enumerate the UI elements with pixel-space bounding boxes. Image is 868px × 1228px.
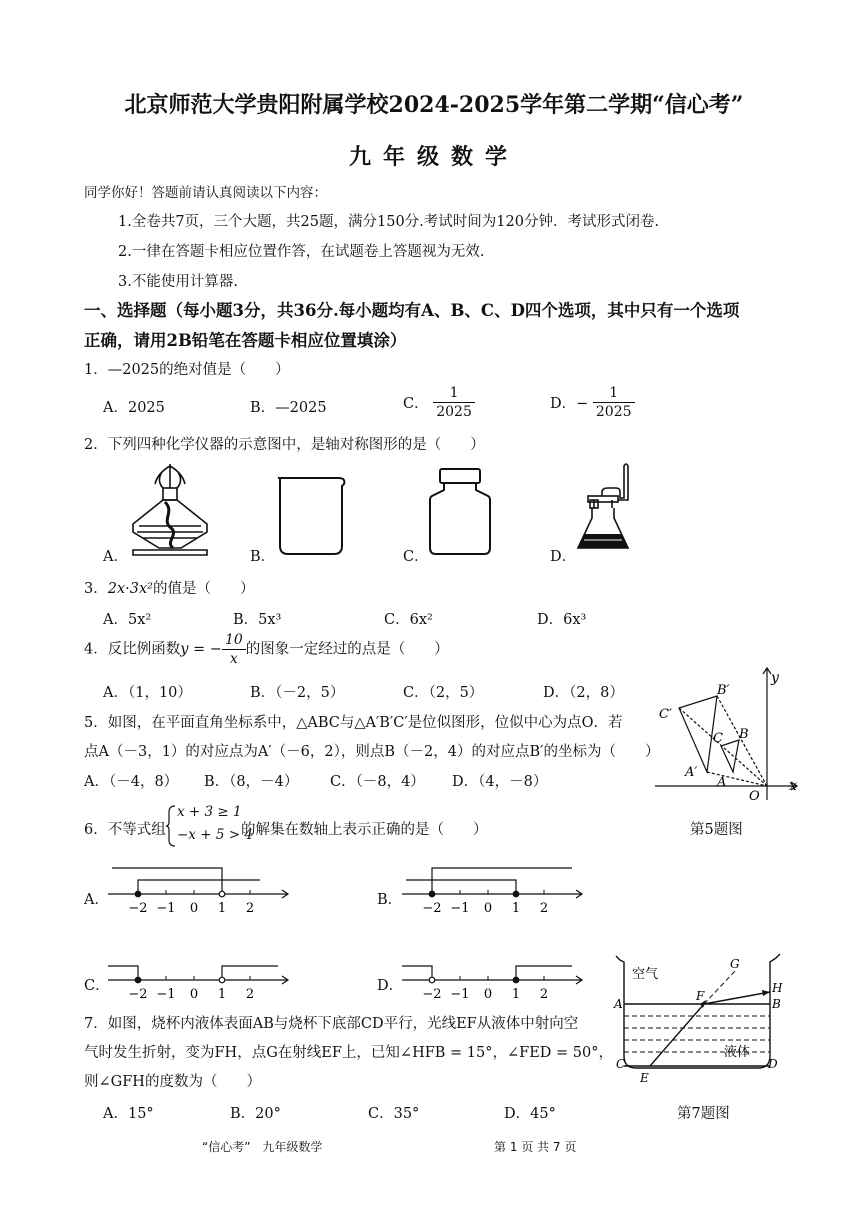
q6-option-d: D． <box>377 978 404 994</box>
q7-label-d: D <box>768 1057 778 1071</box>
nl-b-ray-left <box>406 880 516 894</box>
q6-stem-rest: 的解集在数轴上表示正确的是（ ） <box>241 822 488 838</box>
q1-option-b: B．—2025 <box>250 400 327 416</box>
nl-a-tick-label: −1 <box>156 901 176 916</box>
section-heading-line2: 正确，请用2B铅笔在答题卡相应位置填涂） <box>84 331 407 350</box>
q7-option-d: D．45° <box>504 1106 556 1122</box>
q7-label-h: H <box>772 981 783 995</box>
q6-number-line-b <box>398 862 588 922</box>
q1-option-c <box>403 384 475 421</box>
q5-line1: 5．如图，在平面直角坐标系中，△ABC与△A′B′C′是位似图形，位似中心为点O．若 <box>84 715 623 731</box>
nl-c-tick-label: −1 <box>156 987 176 1002</box>
nl-d-tick-label: −1 <box>450 987 470 1002</box>
q5-label-x: x <box>789 778 797 794</box>
nl-a-ray-left <box>112 868 222 894</box>
page-title: 北京师范大学贵阳附属学校2024-2025学年第二学期“信心考” <box>124 92 744 118</box>
nl-c-tick-label: 1 <box>217 987 227 1002</box>
q4-stem-start: 4．反比例函数 <box>84 641 181 658</box>
q5-line2: 点A（－3，1）的对应点为A′（－6，2），则点B（－2，4）的对应点B′的坐标为（ ） <box>84 744 660 760</box>
q6-inequality-2: −x + 5 > 4 <box>177 827 253 843</box>
q1-option-d-fraction <box>593 384 635 421</box>
flask-with-tube-image <box>572 460 636 560</box>
nl-c-ray-left <box>108 966 138 980</box>
q2-stem: 2．下列四种化学仪器的示意图中，是轴对称图形的是（ ） <box>84 437 485 453</box>
q1-c-numerator: 1 <box>433 384 475 403</box>
alcohol-lamp-image <box>125 462 215 558</box>
nl-d-tick-label: 0 <box>483 987 493 1002</box>
q3-number: 3． <box>84 581 108 597</box>
triangle-a2b2c2 <box>679 696 717 772</box>
q4-stem-rest: 的图象一定经过的点是（ ） <box>245 641 449 658</box>
footer-left: “信心考” 九年级数学 <box>202 1140 323 1154</box>
q6-option-c: C． <box>84 978 110 994</box>
q7-label-a: A <box>614 997 623 1011</box>
q5-label-b2: B′ <box>717 683 730 698</box>
q4-fraction <box>222 631 246 668</box>
q4-denominator: x <box>229 651 238 667</box>
nl-c-tick-label: 2 <box>245 987 255 1002</box>
nl-d-tick-label: 1 <box>511 987 521 1002</box>
q7-label-air: 空气 <box>632 967 659 982</box>
q2-option-a: A． <box>103 549 128 565</box>
q5-option-a: A．（－4，8） <box>84 774 179 790</box>
q1-option-c-fraction <box>433 384 475 421</box>
q5-figure-caption: 第5题图 <box>690 822 743 838</box>
q5-label-c2: C′ <box>659 707 672 722</box>
q5-option-d: D．（4，－8） <box>452 774 548 790</box>
nl-d-ray-left <box>402 966 432 980</box>
nl-c-tick-label: −2 <box>128 987 148 1002</box>
q7-label-e: E <box>640 1071 649 1085</box>
q1-stem: 1．—2025的绝对值是（ ） <box>84 362 290 378</box>
q6-brace-icon <box>165 804 177 848</box>
nl-a-tick-label: −2 <box>128 901 148 916</box>
triangle-abc <box>721 740 739 772</box>
nl-c-point-neg2 <box>135 977 141 983</box>
q5-label-c: C <box>713 731 723 746</box>
nl-c-tick-label: 0 <box>189 987 199 1002</box>
footer-page-number: 第 1 页 共 7 页 <box>494 1140 577 1154</box>
q7-beaker-figure <box>612 952 790 1090</box>
nl-a-tick-label: 0 <box>189 901 199 916</box>
q5-option-c: C．（－8，4） <box>330 774 425 790</box>
q6-stem-start: 6．不等式组 <box>84 822 166 838</box>
q7-figure-caption: 第7题图 <box>677 1106 730 1122</box>
ray-fh-arrow-icon <box>762 990 770 996</box>
nl-a-tick-label: 2 <box>245 901 255 916</box>
q1-option-c-label: C． <box>403 396 429 412</box>
q3-option-b: B．5x³ <box>233 612 282 628</box>
q5-label-a: A <box>717 775 727 790</box>
ray-ef <box>650 1004 704 1066</box>
q6-number-line-d <box>398 948 588 1008</box>
nl-d-point-neg2 <box>429 977 435 983</box>
q4-option-d: D．（2，8） <box>543 685 624 701</box>
q3-stem-rest: 的值是（ ） <box>152 581 255 597</box>
nl-a-point-neg2 <box>135 891 141 897</box>
nl-b-point-1 <box>513 891 519 897</box>
nl-b-tick-label: 2 <box>539 901 549 916</box>
q5-label-a2: A′ <box>685 765 698 780</box>
q3-expression: 2x·3x² <box>107 581 153 597</box>
q4-option-c: C．（2，5） <box>403 685 484 701</box>
q7-line3: 则∠GFH的度数为（ ） <box>84 1074 261 1090</box>
nl-b-tick-label: −1 <box>450 901 470 916</box>
nl-d-tick-label: −2 <box>422 987 442 1002</box>
q7-label-b: B <box>772 997 781 1011</box>
q6-number-line-c <box>104 948 294 1008</box>
q3-option-d: D．6x³ <box>537 612 587 628</box>
reagent-bottle-image <box>426 466 494 558</box>
instruction-item-1: 1.全卷共7页，三个大题，共25题，满分150分.考试时间为120分钟．考试形式闭卷. <box>118 214 660 230</box>
q7-option-c: C．35° <box>368 1106 420 1122</box>
section-heading-line1: 一、选择题（每小题3分，共36分.每小题均有A、B、C、D四个选项，其中只有一个选项 <box>84 301 740 320</box>
nl-b-tick-label: 0 <box>483 901 493 916</box>
q3-option-a: A．5x² <box>103 612 152 628</box>
q3-option-c: C．6x² <box>384 612 433 628</box>
q4-expression: y = − <box>180 641 222 658</box>
q1-d-denominator: 2025 <box>595 404 632 420</box>
instruction-item-2: 2.一律在答题卡相应位置作答，在试题卷上答题视为无效. <box>118 244 485 260</box>
q7-line1: 7．如图，烧杯内液体表面AB与烧杯下底部CD平行，光线EF从液体中射向空 <box>84 1016 579 1032</box>
page-subtitle: 九年级数学 <box>348 144 519 170</box>
q7-label-c: C <box>616 1057 626 1071</box>
q5-option-b: B．（8，－4） <box>204 774 299 790</box>
q1-c-denominator: 2025 <box>436 404 472 420</box>
q4-stem <box>84 631 449 668</box>
nl-b-tick-label: −2 <box>422 901 442 916</box>
q5-label-b: B <box>739 727 749 742</box>
q4-option-b: B．（－2，5） <box>250 685 345 701</box>
nl-b-ray-right <box>432 868 572 894</box>
q1-option-d <box>550 384 635 421</box>
q7-label-liquid: 液体 <box>724 1045 751 1060</box>
q5-label-o: O <box>749 789 760 804</box>
ray-fh <box>704 992 770 1004</box>
q5-label-y: y <box>771 670 779 686</box>
nl-b-point-neg2 <box>429 891 435 897</box>
q2-option-c: C． <box>403 549 429 565</box>
nl-d-point-1 <box>513 977 519 983</box>
q4-option-a: A．（1，10） <box>103 685 192 701</box>
q1-option-d-label: D．− <box>550 396 589 412</box>
instruction-item-3: 3.不能使用计算器. <box>118 274 238 290</box>
q6-inequality-1: x + 3 ≥ 1 <box>177 804 242 820</box>
nl-a-ray-right <box>138 880 260 894</box>
q2-option-d: D． <box>550 549 577 565</box>
nl-c-point-1 <box>219 977 225 983</box>
instructions-intro: 同学你好！答题前请认真阅读以下内容： <box>84 185 327 201</box>
q5-coordinate-figure <box>655 662 805 802</box>
q1-d-numerator: 1 <box>593 384 635 403</box>
q4-numerator: 10 <box>222 631 246 650</box>
q7-line2: 气时发生折射，变为FH，点G在射线EF上，已知∠HFB = 15°，∠FED = 50°， <box>84 1045 614 1061</box>
q2-option-b: B． <box>250 549 276 565</box>
q7-option-b: B．20° <box>230 1106 281 1122</box>
nl-a-point-1 <box>219 891 225 897</box>
q7-label-f: F <box>696 989 705 1003</box>
q7-label-g: G <box>730 957 740 971</box>
q7-option-a: A．15° <box>103 1106 154 1122</box>
q1-option-a: A．2025 <box>103 400 165 416</box>
q6-option-b: B． <box>377 892 403 908</box>
beaker-image <box>274 474 350 558</box>
nl-b-tick-label: 1 <box>511 901 521 916</box>
q3-stem <box>84 577 254 598</box>
nl-a-tick-label: 1 <box>217 901 227 916</box>
nl-d-tick-label: 2 <box>539 987 549 1002</box>
q6-option-a: A． <box>84 892 109 908</box>
q6-number-line-a <box>104 862 294 922</box>
